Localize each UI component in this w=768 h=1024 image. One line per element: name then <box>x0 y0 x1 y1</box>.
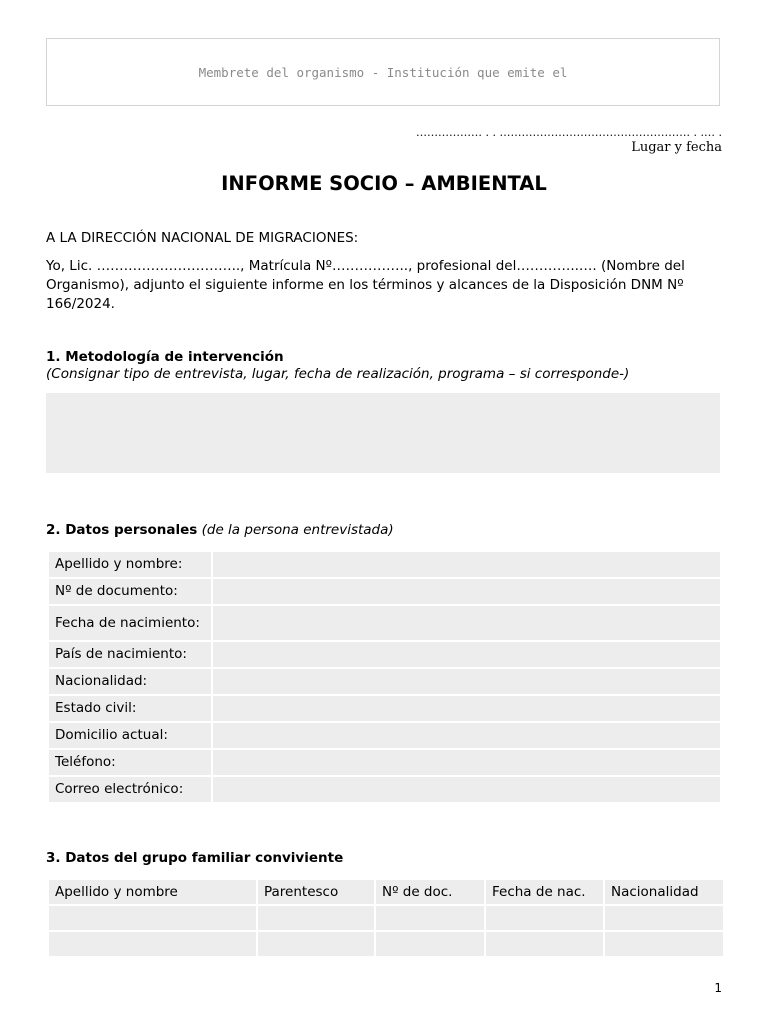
date-placeholder-dots: ……………… . . ……………………………………………. . .… . <box>416 126 722 139</box>
table-cell[interactable] <box>258 932 374 956</box>
column-header: Nº de doc. <box>376 880 484 904</box>
field-label: Apellido y nombre: <box>49 552 211 577</box>
field-value[interactable] <box>213 579 720 604</box>
table-row <box>49 723 720 748</box>
table-row <box>49 777 720 802</box>
field-value[interactable] <box>213 669 720 694</box>
field-label: País de nacimiento: <box>49 642 211 667</box>
field-label: Nacionalidad: <box>49 669 211 694</box>
section3-title: 3. Datos del grupo familiar conviviente <box>46 850 344 866</box>
field-label: Nº de documento: <box>49 579 211 604</box>
table-row <box>49 642 720 667</box>
field-value[interactable] <box>213 606 720 640</box>
table-cell[interactable] <box>376 932 484 956</box>
field-value[interactable] <box>213 552 720 577</box>
table-row <box>49 906 723 930</box>
field-label: Estado civil: <box>49 696 211 721</box>
table-row <box>49 552 720 577</box>
document-title: INFORME SOCIO – AMBIENTAL <box>221 172 547 195</box>
field-value[interactable] <box>213 750 720 775</box>
intro-paragraph: Yo, Lic. ………………………….., Matrícula Nº…………….., profesional del…………..…. (Nombre del Organismo), adjunto el siguiente informe en los términos y alcances de la Disposición DNM Nº 166/2024. <box>46 258 685 312</box>
table-cell[interactable] <box>49 932 256 956</box>
column-header: Apellido y nombre <box>49 880 256 904</box>
section1-hint: (Consignar tipo de entrevista, lugar, fecha de realización, programa – si corresponde-) <box>46 366 630 382</box>
page-number: 1 <box>714 981 722 995</box>
table-cell[interactable] <box>486 932 603 956</box>
personal-data-table <box>49 552 720 804</box>
field-value[interactable] <box>213 642 720 667</box>
family-group-table <box>49 880 723 958</box>
letterhead-box <box>46 38 720 106</box>
table-cell[interactable] <box>605 906 723 930</box>
field-value[interactable] <box>213 723 720 748</box>
table-row <box>49 669 720 694</box>
column-header: Parentesco <box>258 880 374 904</box>
addressee: A LA DIRECCIÓN NACIONAL DE MIGRACIONES: <box>46 230 359 246</box>
methodology-input-area[interactable] <box>46 393 720 473</box>
table-cell[interactable] <box>258 906 374 930</box>
table-row <box>49 606 720 640</box>
column-header: Nacionalidad <box>605 880 723 904</box>
field-label: Teléfono: <box>49 750 211 775</box>
table-cell[interactable] <box>486 906 603 930</box>
table-row <box>49 932 723 956</box>
table-row <box>49 696 720 721</box>
section2-heading <box>46 522 394 538</box>
date-label: Lugar y fecha <box>631 140 722 155</box>
field-label: Domicilio actual: <box>49 723 211 748</box>
section2-subtitle: (de la persona entrevistada) <box>201 522 394 538</box>
table-header-row <box>49 880 723 904</box>
letterhead-text: Membrete del organismo - Institución que emite el <box>198 64 568 80</box>
column-header: Fecha de nac. <box>486 880 603 904</box>
table-row <box>49 579 720 604</box>
table-cell[interactable] <box>49 906 256 930</box>
field-label: Correo electrónico: <box>49 777 211 802</box>
section2-title: 2. Datos personales <box>46 522 198 538</box>
field-label: Fecha de nacimiento: <box>49 606 211 640</box>
table-row <box>49 750 720 775</box>
field-value[interactable] <box>213 696 720 721</box>
table-cell[interactable] <box>605 932 723 956</box>
table-cell[interactable] <box>376 906 484 930</box>
field-value[interactable] <box>213 777 720 802</box>
section1-title: 1. Metodología de intervención <box>46 349 284 365</box>
